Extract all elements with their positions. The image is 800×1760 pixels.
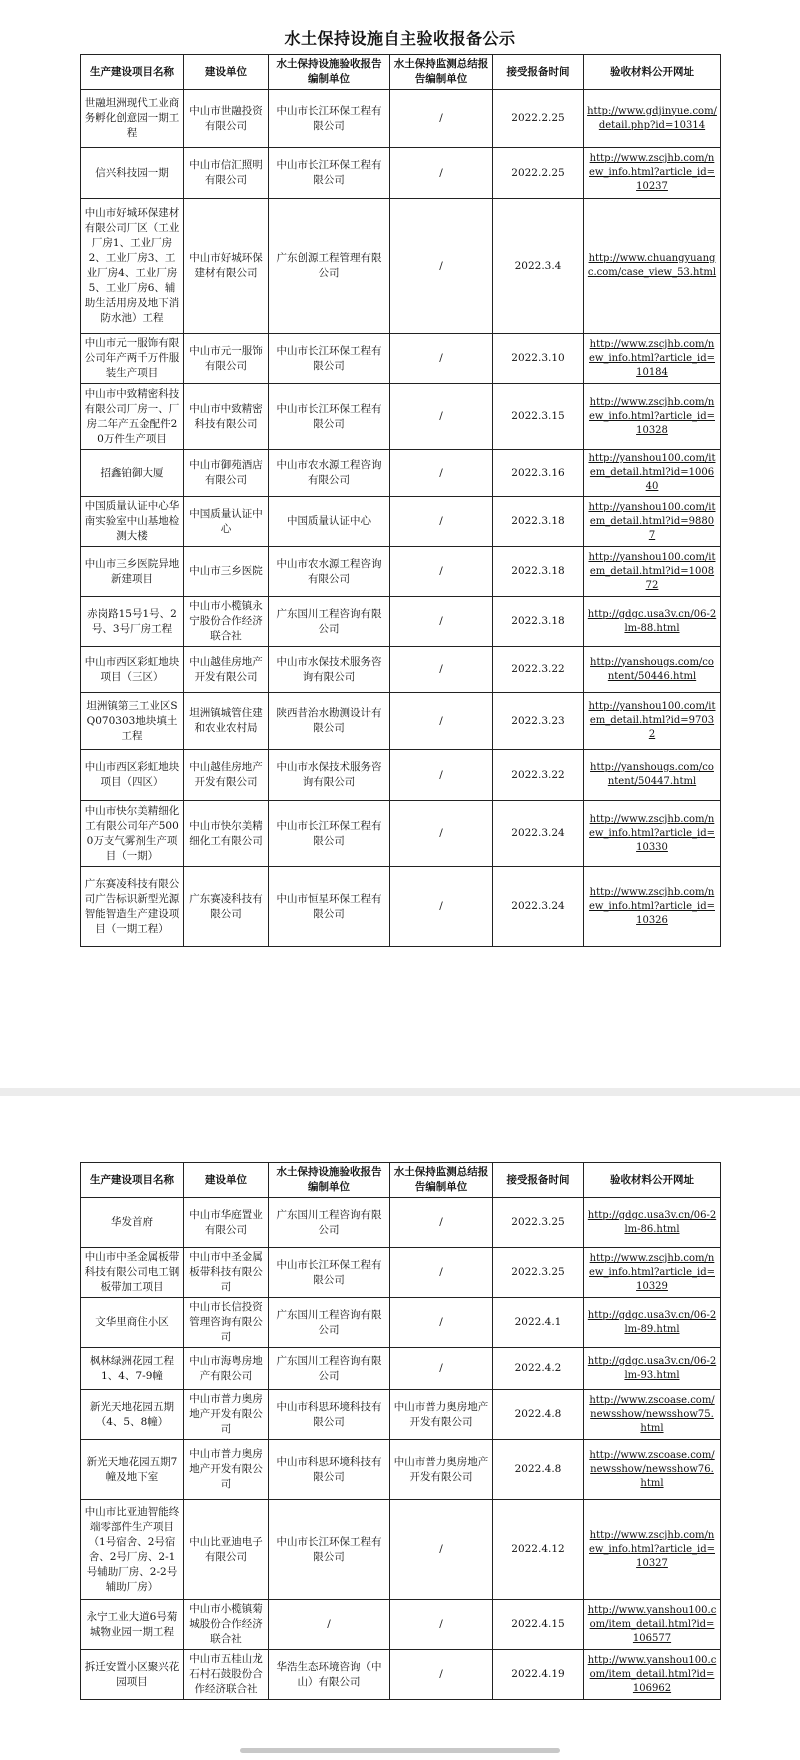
acceptance-report-unit-cell: 陕西昔治水勘测设计有限公司 [269, 693, 390, 750]
acceptance-report-unit-cell: 中山市长江环保工程有限公司 [269, 801, 390, 867]
column-header: 建设单位 [184, 1163, 269, 1198]
project-name-cell: 中山市西区彩虹地块项目（四区） [81, 750, 184, 801]
table-row [81, 693, 721, 750]
table-row [81, 1500, 721, 1600]
filing-date-cell: 2022.3.4 [493, 199, 584, 334]
project-name-cell: 枫林绿洲花园工程1、4、7-9幢 [81, 1348, 184, 1390]
disclosure-url-cell[interactable]: http://www.zscjhb.com/new_info.html?article_id=10328 [584, 384, 721, 450]
monitoring-report-unit-cell: / [390, 597, 493, 647]
construction-unit-cell: 中山市海粤房地产有限公司 [184, 1348, 269, 1390]
acceptance-report-unit-cell: 中山市科思环境科技有限公司 [269, 1440, 390, 1500]
project-name-cell: 中山市西区彩虹地块项目（三区） [81, 647, 184, 693]
filing-date-cell: 2022.3.16 [493, 450, 584, 497]
column-header: 验收材料公开网址 [584, 1163, 721, 1198]
column-header: 建设单位 [184, 55, 269, 90]
disclosure-url-cell[interactable]: http://www.gdjinyue.com/detail.php?id=10314 [584, 90, 721, 148]
acceptance-report-unit-cell: 中山市长江环保工程有限公司 [269, 148, 390, 199]
table-row [81, 1390, 721, 1440]
construction-unit-cell: 中山市御苑酒店有限公司 [184, 450, 269, 497]
monitoring-report-unit-cell: / [390, 199, 493, 334]
disclosure-url-cell[interactable]: http://www.zscjhb.com/new_info.html?article_id=10329 [584, 1248, 721, 1298]
table-row [81, 1600, 721, 1650]
acceptance-report-unit-cell: 中山市水保技术服务咨询有限公司 [269, 647, 390, 693]
filing-date-cell: 2022.4.8 [493, 1440, 584, 1500]
construction-unit-cell: 中山市世融投资有限公司 [184, 90, 269, 148]
acceptance-report-unit-cell: 中山市水保技术服务咨询有限公司 [269, 750, 390, 801]
construction-unit-cell: 中山市华庭置业有限公司 [184, 1198, 269, 1248]
header-row [81, 55, 721, 90]
filing-date-cell: 2022.3.18 [493, 497, 584, 547]
project-name-cell: 文华里商住小区 [81, 1298, 184, 1348]
monitoring-report-unit-cell: / [390, 1500, 493, 1600]
acceptance-report-unit-cell: 中山市农水源工程咨询有限公司 [269, 450, 390, 497]
table-row [81, 497, 721, 547]
filing-date-cell: 2022.3.23 [493, 693, 584, 750]
disclosure-url-cell[interactable]: http://www.yanshou100.com/item_detail.html?id=106577 [584, 1600, 721, 1650]
table-body [81, 90, 721, 947]
construction-unit-cell: 广东赛凌科技有限公司 [184, 867, 269, 947]
filing-date-cell: 2022.4.8 [493, 1390, 584, 1440]
construction-unit-cell: 中山市长信投资管理咨询有限公司 [184, 1298, 269, 1348]
monitoring-report-unit-cell: / [390, 90, 493, 148]
table-row [81, 1348, 721, 1390]
disclosure-url-cell[interactable]: http://yanshou100.com/item_detail.html?id=98807 [584, 497, 721, 547]
monitoring-report-unit-cell: / [390, 450, 493, 497]
construction-unit-cell: 中山市小榄镇菊城股份合作经济联合社 [184, 1600, 269, 1650]
project-name-cell: 永宁工业大道6号菊城物业园一期工程 [81, 1600, 184, 1650]
acceptance-report-unit-cell: 中山市长江环保工程有限公司 [269, 384, 390, 450]
filing-table-page-2 [80, 1162, 721, 1700]
monitoring-report-unit-cell: / [390, 1600, 493, 1650]
project-name-cell: 新光天地花园五期7幢及地下室 [81, 1440, 184, 1500]
table-row [81, 547, 721, 597]
filing-date-cell: 2022.4.1 [493, 1298, 584, 1348]
filing-date-cell: 2022.3.24 [493, 801, 584, 867]
header-row [81, 1163, 721, 1198]
disclosure-url-cell[interactable]: http://yanshougs.com/content/50447.html [584, 750, 721, 801]
acceptance-report-unit-cell: 广东创源工程管理有限公司 [269, 199, 390, 334]
monitoring-report-unit-cell: / [390, 801, 493, 867]
monitoring-report-unit-cell: / [390, 1650, 493, 1700]
filing-date-cell: 2022.4.19 [493, 1650, 584, 1700]
acceptance-report-unit-cell: 中山市恒星环保工程有限公司 [269, 867, 390, 947]
acceptance-report-unit-cell: 广东国川工程咨询有限公司 [269, 1298, 390, 1348]
filing-date-cell: 2022.3.18 [493, 547, 584, 597]
project-name-cell: 赤岗路15号1号、2号、3号厂房工程 [81, 597, 184, 647]
monitoring-report-unit-cell: / [390, 1248, 493, 1298]
table-row [81, 1650, 721, 1700]
page-title: 水土保持设施自主验收报备公示 [284, 29, 516, 48]
construction-unit-cell: 中山市五桂山龙石村石鼓股份合作经济联合社 [184, 1650, 269, 1700]
disclosure-url-cell[interactable]: http://gdgc.usa3v.cn/06-2lm-88.html [584, 597, 721, 647]
acceptance-report-unit-cell: 华浩生态环境咨询（中山）有限公司 [269, 1650, 390, 1700]
disclosure-url-cell[interactable]: http://www.zscjhb.com/new_info.html?article_id=10237 [584, 148, 721, 199]
column-header: 验收材料公开网址 [584, 55, 721, 90]
construction-unit-cell: 中山越佳房地产开发有限公司 [184, 647, 269, 693]
column-header: 水土保持设施验收报告编制单位 [269, 1163, 390, 1198]
construction-unit-cell: 中山市三乡医院 [184, 547, 269, 597]
disclosure-url-cell[interactable]: http://yanshou100.com/item_detail.html?id=100872 [584, 547, 721, 597]
monitoring-report-unit-cell: / [390, 647, 493, 693]
monitoring-report-unit-cell: / [390, 1298, 493, 1348]
construction-unit-cell: 中山市元一服饰有限公司 [184, 334, 269, 384]
scrollbar-indicator[interactable] [240, 1748, 560, 1753]
project-name-cell: 中山市中圣金属板带科技有限公司电工钢板带加工项目 [81, 1248, 184, 1298]
disclosure-url-cell[interactable]: http://gdgc.usa3v.cn/06-2lm-86.html [584, 1198, 721, 1248]
table-row [81, 384, 721, 450]
table-row [81, 801, 721, 867]
acceptance-report-unit-cell: 中山市长江环保工程有限公司 [269, 1500, 390, 1600]
monitoring-report-unit-cell: / [390, 547, 493, 597]
project-name-cell: 世融坦洲现代工业商务孵化创意园一期工程 [81, 90, 184, 148]
column-header: 生产建设项目名称 [81, 1163, 184, 1198]
column-header: 水土保持监测总结报告编制单位 [390, 55, 493, 90]
monitoring-report-unit-cell: / [390, 384, 493, 450]
construction-unit-cell: 中山市信汇照明有限公司 [184, 148, 269, 199]
table-row [81, 867, 721, 947]
construction-unit-cell: 中山市普力奥房地产开发有限公司 [184, 1390, 269, 1440]
acceptance-report-unit-cell: 广东国川工程咨询有限公司 [269, 1348, 390, 1390]
column-header: 生产建设项目名称 [81, 55, 184, 90]
acceptance-report-unit-cell: 中山市科思环境科技有限公司 [269, 1390, 390, 1440]
monitoring-report-unit-cell: 中山市普力奥房地产开发有限公司 [390, 1440, 493, 1500]
disclosure-url-cell[interactable]: http://www.zscjhb.com/new_info.html?article_id=10327 [584, 1500, 721, 1600]
filing-date-cell: 2022.3.25 [493, 1198, 584, 1248]
project-name-cell: 坦洲镇第三工业区SQ070303地块填土工程 [81, 693, 184, 750]
table-row [81, 450, 721, 497]
construction-unit-cell: 中山市中圣金属板带科技有限公司 [184, 1248, 269, 1298]
filing-date-cell: 2022.2.25 [493, 90, 584, 148]
monitoring-report-unit-cell: / [390, 867, 493, 947]
construction-unit-cell: 中山越佳房地产开发有限公司 [184, 750, 269, 801]
filing-date-cell: 2022.3.22 [493, 647, 584, 693]
disclosure-url-cell[interactable]: http://www.zscoase.com/newsshow/newsshow76.html [584, 1440, 721, 1500]
table-row [81, 90, 721, 148]
column-header: 接受报备时间 [493, 1163, 584, 1198]
page-separator [0, 1088, 800, 1096]
monitoring-report-unit-cell: 中山市普力奥房地产开发有限公司 [390, 1390, 493, 1440]
table-row [81, 750, 721, 801]
disclosure-url-cell[interactable]: http://www.zscjhb.com/new_info.html?article_id=10330 [584, 801, 721, 867]
table-header [81, 1163, 721, 1198]
filing-date-cell: 2022.3.22 [493, 750, 584, 801]
column-header: 接受报备时间 [493, 55, 584, 90]
table-body [81, 1198, 721, 1700]
filing-date-cell: 2022.4.15 [493, 1600, 584, 1650]
table-row [81, 148, 721, 199]
monitoring-report-unit-cell: / [390, 148, 493, 199]
disclosure-url-cell[interactable]: http://www.zscjhb.com/new_info.html?article_id=10326 [584, 867, 721, 947]
project-name-cell: 中国质量认证中心华南实验室中山基地检测大楼 [81, 497, 184, 547]
monitoring-report-unit-cell: / [390, 750, 493, 801]
acceptance-report-unit-cell: 广东国川工程咨询有限公司 [269, 1198, 390, 1248]
project-name-cell: 新光天地花园五期（4、5、8幢） [81, 1390, 184, 1440]
project-name-cell: 中山市比亚迪智能终端零部件生产项目（1号宿舍、2号宿舍、2号厂房、2-1号辅助厂房、2-2号辅助厂房） [81, 1500, 184, 1600]
construction-unit-cell: 中山市普力奥房地产开发有限公司 [184, 1440, 269, 1500]
project-name-cell: 招鑫铂御大厦 [81, 450, 184, 497]
table-row [81, 597, 721, 647]
project-name-cell: 广东赛凌科技有限公司广告标识新型光源智能智造生产建设项目（一期工程） [81, 867, 184, 947]
column-header: 水土保持监测总结报告编制单位 [390, 1163, 493, 1198]
column-header: 水土保持设施验收报告编制单位 [269, 55, 390, 90]
project-name-cell: 中山市中致精密科技有限公司厂房一、厂房二年产五金配件20万件生产项目 [81, 384, 184, 450]
monitoring-report-unit-cell: / [390, 1348, 493, 1390]
project-name-cell: 中山市快尔美精细化工有限公司年产5000万支气雾剂生产项目（一期） [81, 801, 184, 867]
project-name-cell: 中山市元一服饰有限公司年产两千万件服装生产项目 [81, 334, 184, 384]
table-row [81, 1440, 721, 1500]
construction-unit-cell: 中山市好城环保建材有限公司 [184, 199, 269, 334]
project-name-cell: 拆迁安置小区聚兴花园项目 [81, 1650, 184, 1700]
construction-unit-cell: 中山比亚迪电子有限公司 [184, 1500, 269, 1600]
disclosure-url-cell[interactable]: http://gdgc.usa3v.cn/06-2lm-89.html [584, 1298, 721, 1348]
disclosure-url-cell[interactable]: http://gdgc.usa3v.cn/06-2lm-93.html [584, 1348, 721, 1390]
filing-table-page-1 [80, 54, 721, 947]
acceptance-report-unit-cell: 中山市农水源工程咨询有限公司 [269, 547, 390, 597]
filing-date-cell: 2022.3.15 [493, 384, 584, 450]
construction-unit-cell: 坦洲镇城管住建和农业农村局 [184, 693, 269, 750]
construction-unit-cell: 中山市中致精密科技有限公司 [184, 384, 269, 450]
table-row [81, 334, 721, 384]
filing-date-cell: 2022.4.2 [493, 1348, 584, 1390]
table-row [81, 1248, 721, 1298]
table-row [81, 199, 721, 334]
filing-date-cell: 2022.2.25 [493, 148, 584, 199]
table-row [81, 1198, 721, 1248]
filing-date-cell: 2022.4.12 [493, 1500, 584, 1600]
filing-date-cell: 2022.3.24 [493, 867, 584, 947]
construction-unit-cell: 中国质量认证中心 [184, 497, 269, 547]
filing-date-cell: 2022.3.25 [493, 1248, 584, 1298]
monitoring-report-unit-cell: / [390, 497, 493, 547]
document-page-2 [0, 1096, 800, 1760]
disclosure-url-cell[interactable]: http://yanshougs.com/content/50446.html [584, 647, 721, 693]
disclosure-url-cell[interactable]: http://www.chuangyuangc.com/case_view_53.html [584, 199, 721, 334]
acceptance-report-unit-cell: 中山市长江环保工程有限公司 [269, 1248, 390, 1298]
project-name-cell: 信兴科技园一期 [81, 148, 184, 199]
acceptance-report-unit-cell: 广东国川工程咨询有限公司 [269, 597, 390, 647]
construction-unit-cell: 中山市快尔美精细化工有限公司 [184, 801, 269, 867]
project-name-cell: 中山市好城环保建材有限公司厂区（工业厂房1、工业厂房2、工业厂房3、工业厂房4、工业厂房5、工业厂房6、辅助生活用房及地下消防水池）工程 [81, 199, 184, 334]
acceptance-report-unit-cell: 中山市长江环保工程有限公司 [269, 334, 390, 384]
project-name-cell: 华发首府 [81, 1198, 184, 1248]
acceptance-report-unit-cell: 中国质量认证中心 [269, 497, 390, 547]
filing-date-cell: 2022.3.18 [493, 597, 584, 647]
project-name-cell: 中山市三乡医院异地新建项目 [81, 547, 184, 597]
table-row [81, 1298, 721, 1348]
filing-date-cell: 2022.3.10 [493, 334, 584, 384]
monitoring-report-unit-cell: / [390, 693, 493, 750]
acceptance-report-unit-cell: 中山市长江环保工程有限公司 [269, 90, 390, 148]
disclosure-url-cell[interactable]: http://www.zscoase.com/newsshow/newsshow75.html [584, 1390, 721, 1440]
disclosure-url-cell[interactable]: http://yanshou100.com/item_detail.html?id=97032 [584, 693, 721, 750]
disclosure-url-cell[interactable]: http://www.yanshou100.com/item_detail.html?id=106962 [584, 1650, 721, 1700]
construction-unit-cell: 中山市小榄镇永宁股份合作经济联合社 [184, 597, 269, 647]
disclosure-url-cell[interactable]: http://www.zscjhb.com/new_info.html?article_id=10184 [584, 334, 721, 384]
monitoring-report-unit-cell: / [390, 334, 493, 384]
table-header [81, 55, 721, 90]
monitoring-report-unit-cell: / [390, 1198, 493, 1248]
table-row [81, 647, 721, 693]
acceptance-report-unit-cell: / [269, 1600, 390, 1650]
disclosure-url-cell[interactable]: http://yanshou100.com/item_detail.html?id=100640 [584, 450, 721, 497]
